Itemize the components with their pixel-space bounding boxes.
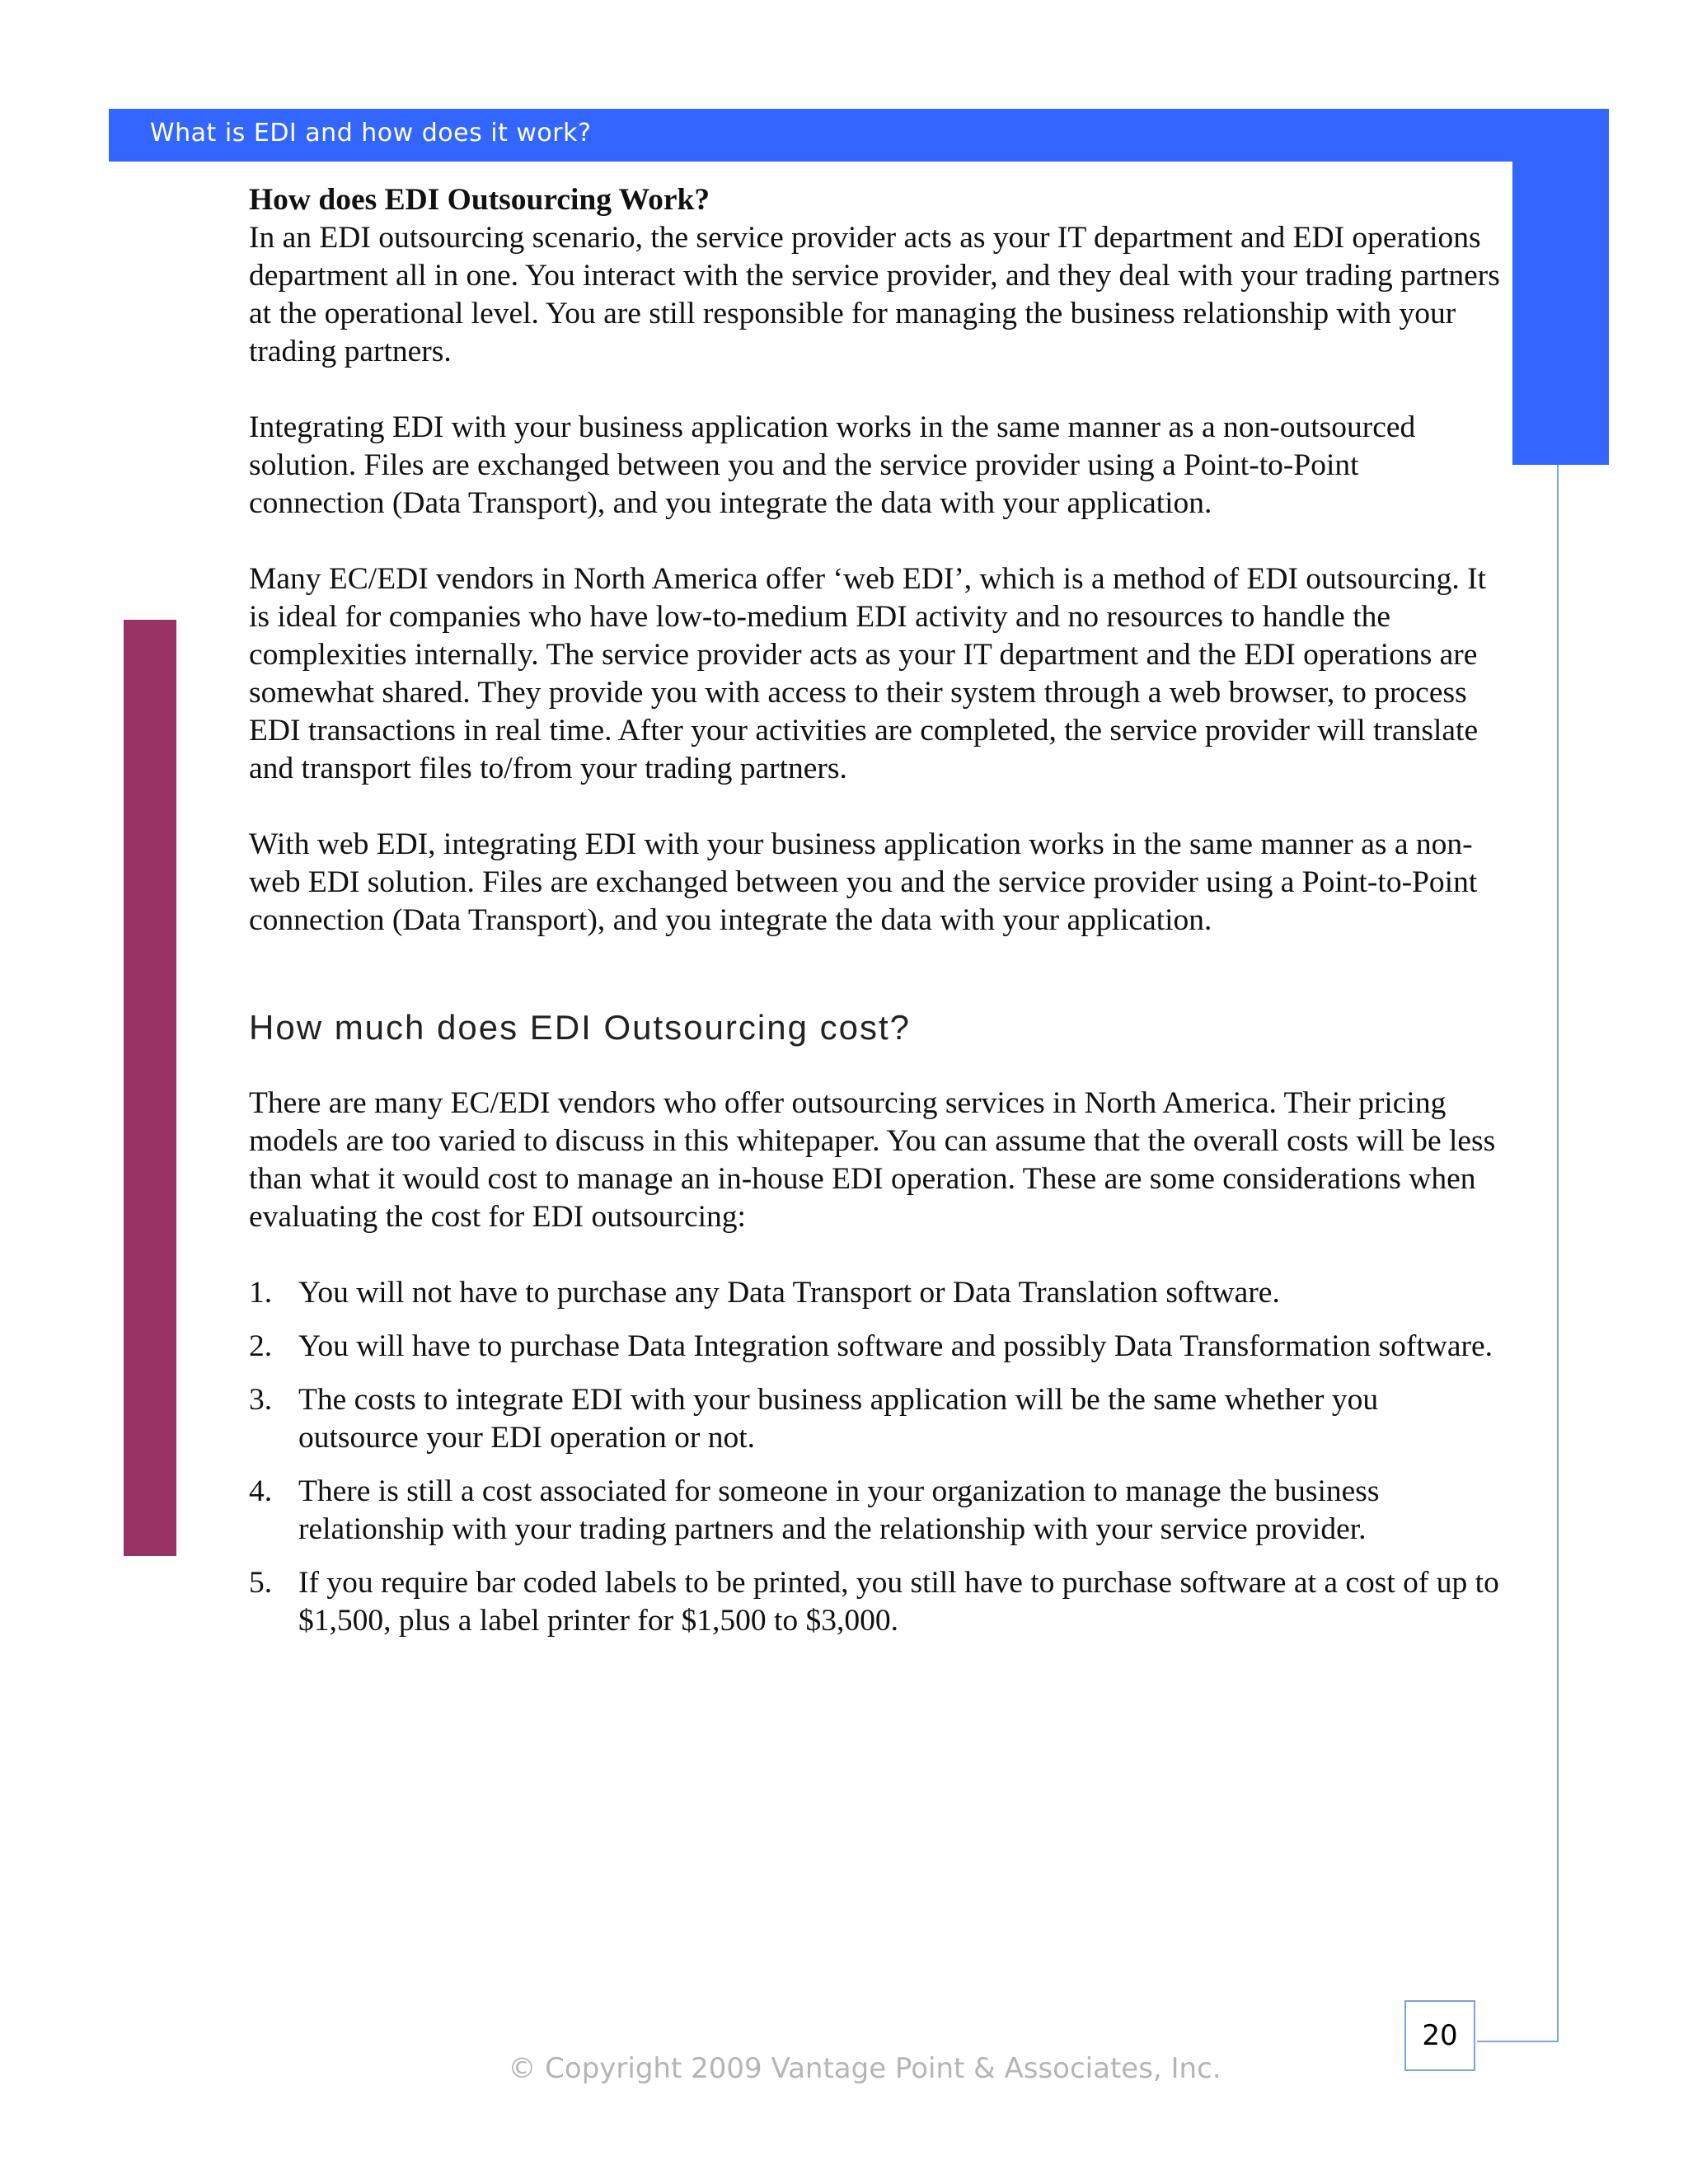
paragraph: With web EDI, integrating EDI with your business application works in the same manner as a non-web EDI solution. Files are exchanged between you and the service provider using a Point-to-Point connection (Data Transport), and you integrate the data with your application. bbox=[249, 827, 1478, 937]
list-item-number: 1. bbox=[249, 1276, 273, 1310]
frame-horizontal-line bbox=[1477, 2041, 1559, 2042]
paragraph: There are many EC/EDI vendors who offer outsourcing services in North America. Their pricing models are too varied to discuss in this whitepaper. You can assume that the overall costs will be less than what it would cost to manage an in-house EDI operation. These are some considerations when evaluating the cost for EDI outsourcing: bbox=[249, 1086, 1496, 1234]
list-item-text: You will have to purchase Data Integration software and possibly Data Transformation software. bbox=[298, 1329, 1493, 1363]
list-item-number: 3. bbox=[249, 1383, 273, 1417]
paragraph: Integrating EDI with your business application works in the same manner as a non-outsourced solution. Files are exchanged between you and the service provider using a Point-to-Point connection (Data Transport), and you integrate the data with your application. bbox=[249, 410, 1416, 520]
list-item bbox=[249, 1564, 1502, 1640]
section-heading-outsourcing-work: How does EDI Outsourcing Work? bbox=[249, 183, 710, 217]
side-accent-bar bbox=[124, 620, 176, 1556]
paragraph: In an EDI outsourcing scenario, the service provider acts as your IT department and EDI operations department all in one. You interact with the service provider, and they deal with your trading partners at the operational level. You are still responsible for managing the business relationship with your trading partners. bbox=[249, 221, 1500, 368]
list-item bbox=[249, 1274, 1502, 1312]
list-item-text: You will not have to purchase any Data Transport or Data Translation software. bbox=[298, 1276, 1280, 1310]
list-item-number: 2. bbox=[249, 1329, 273, 1363]
page-number: 20 bbox=[1404, 2000, 1475, 2071]
list-item-text: There is still a cost associated for someone in your organization to manage the business relationship with your trading partners and the relationship with your service provider. bbox=[298, 1474, 1380, 1546]
list-item-number: 4. bbox=[249, 1474, 273, 1508]
section-heading-outsourcing-cost: How much does EDI Outsourcing cost? bbox=[249, 1008, 911, 1047]
section-header-title: What is EDI and how does it work? bbox=[150, 119, 592, 148]
paragraph: Many EC/EDI vendors in North America offer ‘web EDI’, which is a method of EDI outsourcing. It is ideal for companies who have low-to-medium EDI activity and no resources to handle the complexities internally. The service provider acts as your IT department and the EDI operations are somewhat shared. They provide you with access to their system through a web browser, to process EDI transactions in real time. After your activities are completed, the service provider will translate and transport files to/from your trading partners. bbox=[249, 562, 1487, 785]
list-item bbox=[249, 1328, 1502, 1366]
copyright-notice: © Copyright 2009 Vantage Point & Associates, Inc. bbox=[508, 2052, 1221, 2085]
frame-vertical-line bbox=[1557, 465, 1559, 2042]
list-item-text: The costs to integrate EDI with your business application will be the same whether you outsource your EDI operation or not. bbox=[298, 1383, 1379, 1455]
cost-considerations-list bbox=[249, 1274, 1502, 1640]
list-item-text: If you require bar coded labels to be printed, you still have to purchase software at a cost of up to $1,500, plus a label printer for $1,500 to $3,000. bbox=[298, 1566, 1499, 1638]
list-item bbox=[249, 1473, 1502, 1549]
page-content bbox=[249, 181, 1502, 1656]
list-item-number: 5. bbox=[249, 1566, 273, 1600]
list-item bbox=[249, 1381, 1502, 1457]
header-corner-block bbox=[1512, 162, 1609, 465]
